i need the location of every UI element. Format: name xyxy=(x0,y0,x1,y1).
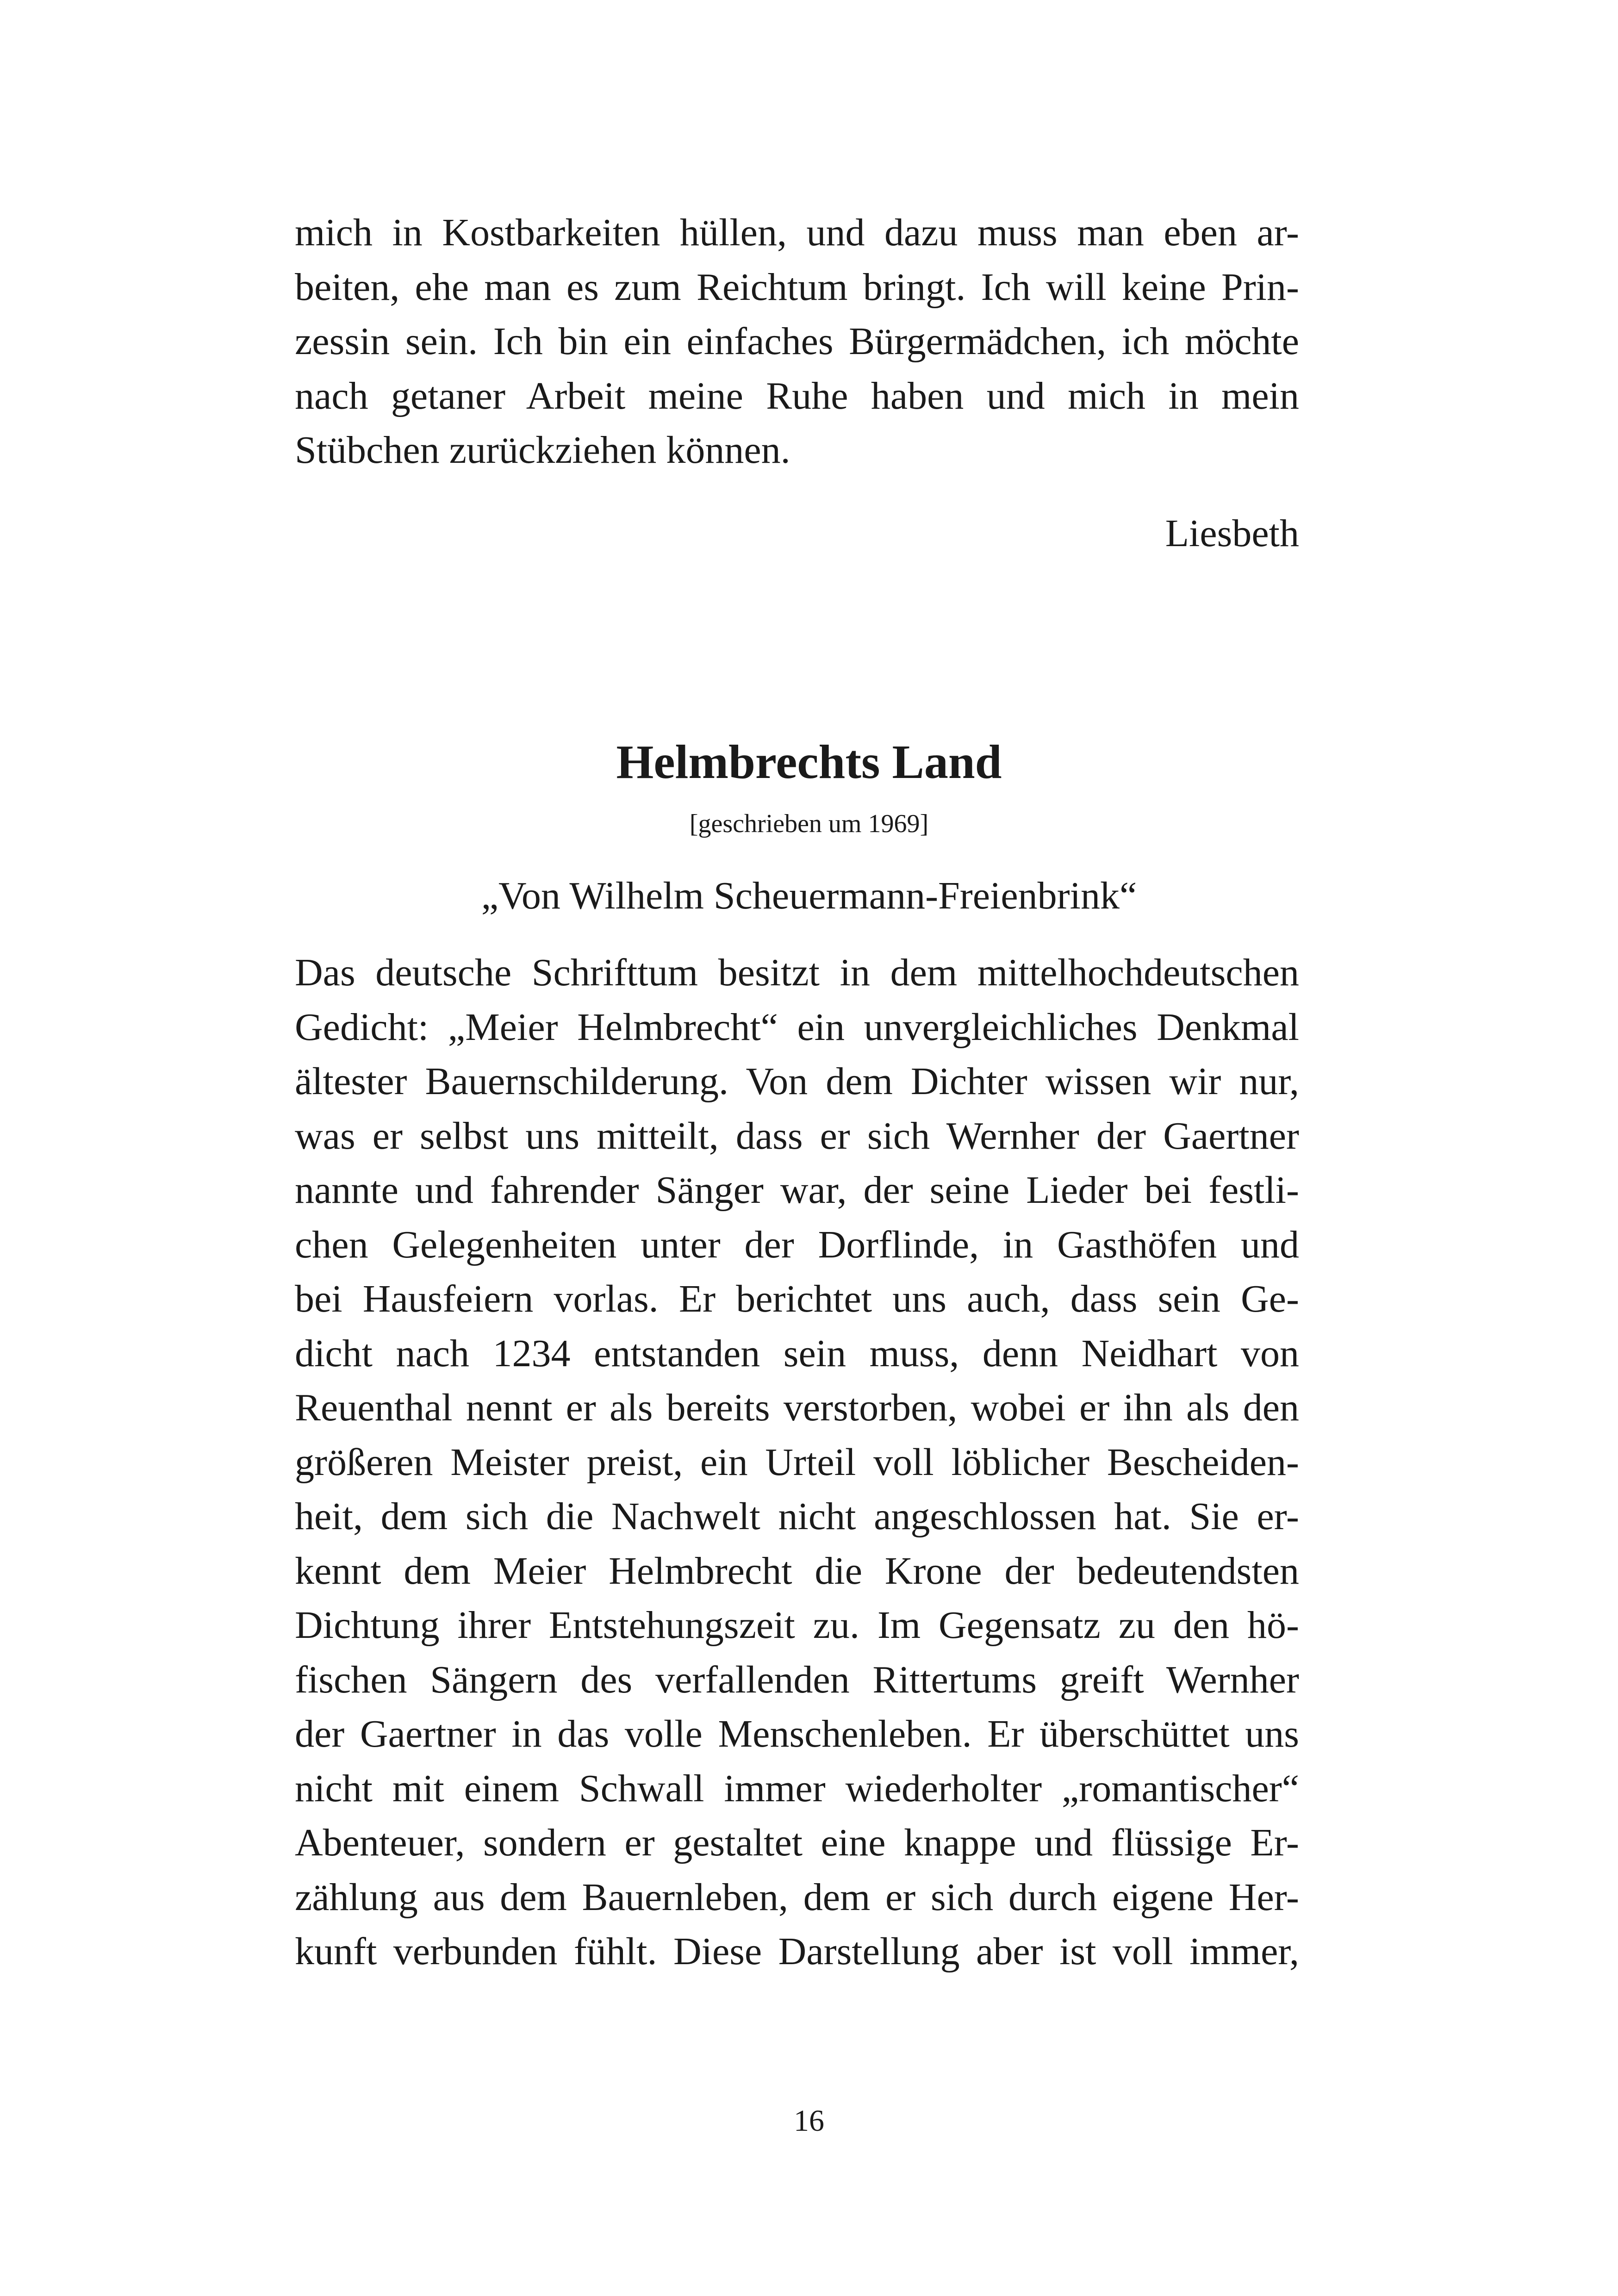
text-line: Stübchen zurückziehen können. xyxy=(295,429,790,472)
signature: Liesbeth xyxy=(1165,512,1299,555)
text-line: Das deutsche Schrifttum besitzt in dem mittelhochdeutschen xyxy=(295,951,1299,994)
text-line: zessin sein. Ich bin ein einfaches Bürgermädchen, ich möchte xyxy=(295,320,1299,363)
text-line: bei Hausfeiern vorlas. Er berichtet uns auch, dass sein Ge- xyxy=(295,1277,1299,1320)
article-title: Helmbrechts Land xyxy=(616,735,1002,789)
text-line: beiten, ehe man es zum Reichtum bringt. Ich will keine Prin- xyxy=(295,265,1299,309)
text-line: der Gaertner in das volle Menschenleben. Er überschüttet uns xyxy=(295,1712,1299,1755)
text-line: chen Gelegenheiten unter der Dorflinde, in Gasthöfen und xyxy=(295,1223,1299,1266)
article-body xyxy=(295,946,1299,1979)
text-line: was er selbst uns mitteilt, dass er sich Wernher der Gaertner xyxy=(295,1114,1299,1157)
text-line: Reuenthal nennt er als bereits verstorben, wobei er ihn als den xyxy=(295,1386,1299,1429)
text-line: größeren Meister preist, ein Urteil voll löblicher Bescheiden- xyxy=(295,1440,1299,1484)
intro-paragraph xyxy=(295,205,1299,478)
text-line: zählung aus dem Bauernleben, dem er sich durch eigene Her- xyxy=(295,1875,1299,1919)
text-line: mich in Kostbarkeiten hüllen, und dazu muss man eben ar- xyxy=(295,211,1299,254)
text-line: nannte und fahrender Sänger war, der seine Lieder bei festli- xyxy=(295,1169,1299,1212)
text-line: heit, dem sich die Nachwelt nicht angeschlossen hat. Sie er- xyxy=(295,1495,1299,1538)
text-line: kunft verbunden fühlt. Diese Darstellung aber ist voll immer, xyxy=(295,1930,1299,1973)
text-line: Abenteuer, sondern er gestaltet eine knappe und flüssige Er- xyxy=(295,1821,1299,1864)
text-line: nach getaner Arbeit meine Ruhe haben und mich in mein xyxy=(295,374,1299,417)
page-number: 16 xyxy=(794,2104,824,2138)
article-subtitle: [geschrieben um 1969] xyxy=(689,809,929,838)
text-line: Gedicht: „Meier Helmbrecht“ ein unvergleichliches Denkmal xyxy=(295,1005,1299,1049)
text-line: dicht nach 1234 entstanden sein muss, denn Neidhart von xyxy=(295,1332,1299,1375)
article-byline: „Von Wilhelm Scheuermann-Freienbrink“ xyxy=(481,874,1137,917)
text-line: fischen Sängern des verfallenden Rittertums greift Wernher xyxy=(295,1658,1299,1701)
text-line: Dichtung ihrer Entstehungszeit zu. Im Gegensatz zu den hö- xyxy=(295,1604,1299,1647)
text-line: kennt dem Meier Helmbrecht die Krone der bedeutendsten xyxy=(295,1549,1299,1593)
text-line: ältester Bauernschilderung. Von dem Dichter wissen wir nur, xyxy=(295,1060,1299,1103)
text-line: nicht mit einem Schwall immer wiederholter „romantischer“ xyxy=(295,1767,1299,1810)
